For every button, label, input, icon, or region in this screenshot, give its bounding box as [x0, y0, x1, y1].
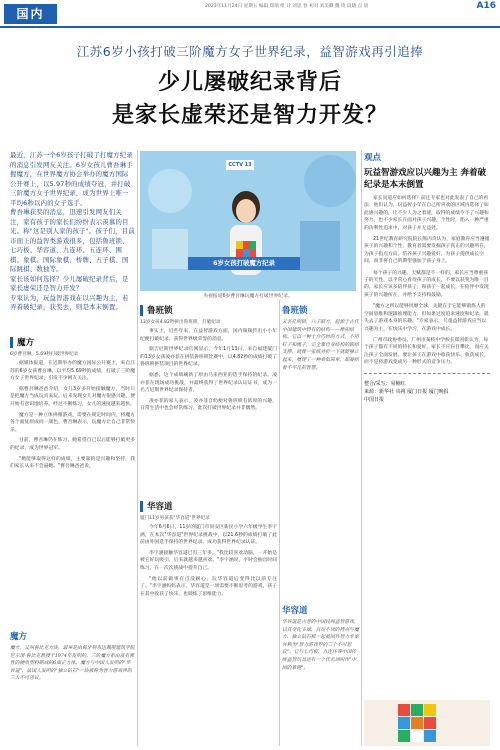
opinion-paragraph: "魔方之所以能够风靡全球，关键在于它能够锻炼人的空间思维和逻辑推理能力，但如果过度追求速度和纪录，就失去了游戏本身的乐趣。"专家表示，儿童益智游戏应当以兴趣为主，在快乐中学习，在游戏中成长。 [364, 304, 489, 332]
section-mofang-header [10, 336, 135, 348]
editor-credits: 整合/采写：易楠红 来源：新华社 央视 厦门日报 厦门晚报 中国日报 [364, 380, 449, 403]
opinion-column [364, 151, 490, 404]
body-paragraph: 目前，曹吾琳仍在练习，她希望自己以后能够打破更多的纪录，成为世界冠军。 [10, 438, 135, 451]
sidebar-mofang-text: 魔方，又叫鲁比克方块，最早是由匈牙利布达佩斯建筑学院厄尔诺·鲁比克教授于1974年发明的。三阶魔方系由富有弹性的硬质塑料制成的6面正方体。魔方与中国人发明的"华容道"、法国人发明的"独立钻石"一块被称为智力游戏界的三大不可思议。 [10, 646, 135, 682]
body-paragraph: "他以前做事有点没耐心，玩华容道后变得比以前专注了。"李宇涵妈妈表示，华容道是一项需要不断思考的游戏，孩子在其中收获了快乐，也锻炼了思维能力。 [140, 576, 277, 597]
page-number: A16 [476, 1, 496, 11]
column-rule [137, 150, 138, 746]
headline-subtitle: 江苏6岁小孩打破三阶魔方女子世界纪录，益智游戏再引追捧 [76, 44, 424, 59]
section-mofang [10, 336, 135, 471]
girl-figure [218, 185, 274, 291]
headline-line-2: 是家长虚荣还是智力开发？ [111, 103, 388, 128]
column-rule [279, 300, 280, 746]
body-paragraph: 据吉尼斯世界纪录官网显示，今年1月13日，来自福建厦门的13岁女孩凌亦菲在拼装鲁班锁比赛中，以4.82秒的成绩打破了鲁班锁拼装项目的世界纪录。 [140, 347, 277, 368]
lede-paragraph: 最近，江苏一个6岁孩子打破了打魔方纪录的消息引发网友关注。6岁女孩儿曹吾琳手握魔方，在世界魔方协会举办的魔方国际公开赛上，以5.97秒的成绩夺冠，并打破三阶魔方女子世界纪录，成为世界上唯一平均6秒以内的女子选手。 曹吾琳获奖的消息，迅速引发网友们关注，家有孩子的家长们纷纷表示羡慕的目光。称"这是别人家的孩子"。孩子们，目前市面上的益智类游戏很多，包括鲁班锁、七巧板、华容道、九连环、五连环、围棋、象棋、国际象棋、桥牌、五子棋、国际跳棋、数独等。 家长该如何选择？少儿屡破纪录背后，是家长虚荣还是智力开发？ 专家认为，玩益智游戏在以兴趣为主，若弄着破纪录，获奖去，则是本末倒置。 [10, 151, 135, 311]
opinion-title: 玩益智游戏应以兴趣为主 奔着破纪录是本末倒置 [364, 168, 486, 190]
body-paragraph: 魔方是一种立体拼图游戏，需要在规定时间内，将魔方各个面复原成同一颜色。曹吾琳表示，玩魔方让自己非常快乐。 [10, 412, 135, 433]
body-paragraph: 据悉，这个成绩刷新了原由马来西亚的选手保持的纪录。凌亦菲在现场成功挑战，并最终获得了世界纪录认证证书，成为一名吉尼斯世界纪录保持者。 [140, 372, 277, 394]
body-paragraph: 据媒体报道，在近期举办的魔方国际公开赛上，来自江苏的6岁女孩曹吾琳，以平均5.69秒的成绩，打破了三阶魔方女子世界纪录，引发不少网友关注。 [10, 361, 135, 382]
opinion-paragraph: 21世纪教育研究院院长熊丙奇认为，家庭教育应当遵循孩子的兴趣和个性，教育者需要发掘孩子真正的兴趣所在，为孩子指点方向。培养孩子兴趣爱好、为孩子提供成长空间，而非将自己的期望强加于孩子身上。 [364, 237, 490, 265]
section-luban [140, 304, 277, 413]
sidebar-huarong [282, 604, 359, 672]
headline-line-1: 少儿屡破纪录背后 [157, 70, 342, 95]
photo-caption: 央视报道6岁曹吾琳玩魔方打破世界纪录。 [203, 294, 293, 299]
body-paragraph: 李宇涵接触华容道已有三年多。"我比较喜欢动脑，一开始是被它好玩吸引，后来就越来越喜欢。"李宇涵说，平时会抽出时间练习，在一次次挑战中提升自己。 [140, 550, 277, 571]
sidebar-luban-title: 鲁班锁 [282, 306, 308, 316]
section-huarongdao [140, 500, 277, 598]
section-tag: 国内 [4, 4, 57, 24]
section-luban-sub: 13岁女孩4.82秒拼出鲁班锁，打破纪录 [140, 320, 221, 325]
body-paragraph: 据曹吾琳爸爸介绍，女儿3岁多开始接触魔方，当时只是把魔方当成玩具来玩。后来发现女儿对魔方很感兴趣，便开始有意识地培养。经过不断练习，女儿的速度越来越快。 [10, 386, 135, 407]
section-bar [10, 337, 13, 348]
sidebar-mofang [10, 630, 135, 683]
opinion-divider [364, 373, 490, 374]
opinion-paragraph: 每个孩子的兴趣、天赋都是不一样的，家长应当尊重孩子的天性，以平常心看待孩子的成长，不要以获奖为唯一目的。家长应该多陪伴孩子，和孩子一起成长，在陪伴中发现孩子的兴趣所在，并给予支持和鼓励。 [364, 270, 489, 298]
section-mofang-sub: 6岁曹吾琳，5.69秒打破世界纪录 [10, 352, 79, 357]
section-bar [140, 501, 143, 512]
opinion-paragraph: 广州市政协委员、广州市某校中学校长郑国新认为，每个孩子都有不同的特长和爱好，家长不应盲目攀比，而应关注孩子全面发展。要让孩子在游戏中收获快乐、收获成长，而不是将游戏变成另一种形式的竞争压力。 [364, 337, 489, 366]
tv-logo: CCTV 13 [226, 160, 254, 170]
sidebar-huarong-text: 华容道是古老的中国民间益智游戏，以其变化多端、百玩不厌的特点与魔方、独立钻石棋一起被国外智力专家并称为"智力游戏界的三个不可思议"。它与七巧板、九连环等中国传统益智玩具还有一个代名词叫作"中国的难题"。 [282, 620, 359, 671]
news-photo [140, 151, 356, 291]
section-luban-title: 鲁班锁 [147, 306, 173, 316]
section-huarong-title: 华容道 [147, 502, 173, 512]
opinion-tag: 观点 [364, 153, 382, 163]
tv-banner: 6岁女孩打破魔方纪录 [188, 257, 300, 270]
page-header [0, 0, 500, 27]
section-huarong-header [140, 500, 277, 512]
rubik-cube-photo [364, 700, 490, 746]
opinion-paragraph: 家长问道应如何选择？前还专家也对此发表了自己的看法：他们认为，玩益智小年在自己所喜欢的区域内选择了如此感兴趣的，让不少人为之着迷，取得的成绩令不了兴趣和努力，也不少家长在面对孩子兴趣，个性时，陷入一种严重的功利性追求中，对孩子并无益处。 [364, 196, 489, 231]
section-huarong-sub: 厦门11岁男孩获"华容道"世界纪录 [140, 516, 210, 521]
column-rule [361, 150, 362, 746]
section-mofang-title: 魔方 [17, 338, 35, 348]
header-rule [0, 26, 500, 28]
section-bar [140, 305, 143, 316]
sidebar-luban [282, 304, 359, 372]
body-paragraph: 今年6月6日，11岁的厦门市同安区新民小学六年级学生李宇涵，在本次"华容道"世界纪录挑战中，以21.6秒的成绩打破了此前由外国选手保持的世界纪录，成功获得世界纪录认证。 [140, 525, 277, 546]
sidebar-luban-text: 又名孔明锁，六子联方，起源于古代中国建筑中特有的结构——榫卯结构。它以一种十分巧妙的方式，不用钉子和绳子，完全靠自身结构的联结支撑，就像一张纸对折一下就能够立起来，展现了一种看似简单，却凝结着不平凡的智慧。 [282, 320, 359, 371]
body-paragraph: "她能够取得这样的成绩，主要靠的是兴趣和坚持，我们家长从来不会逼她。"曹吾琳爸爸说。 [10, 456, 135, 470]
section-luban-header [140, 304, 277, 316]
body-paragraph: 事实上，近些年来，在益智游戏方面，国内频频传出小小年纪便打破纪录、获得世界级荣誉的消息。 [140, 329, 277, 342]
issue-info: 2023年11月24日 星期五 编辑 郑瑞 组 计 刘思 春 初对 刘美卿 魏 琦 段晓 点 晨 [205, 4, 369, 9]
sidebar-huarong-title: 华容道 [282, 606, 308, 616]
body-paragraph: 凌亦菲的家人表示，凌亦菲自幼便对鲁班锁有浓厚的兴趣，日常生活中也会经常练习，此次打破世界纪录并非偶然。 [140, 398, 277, 412]
sidebar-mofang-title: 魔方 [10, 632, 28, 642]
